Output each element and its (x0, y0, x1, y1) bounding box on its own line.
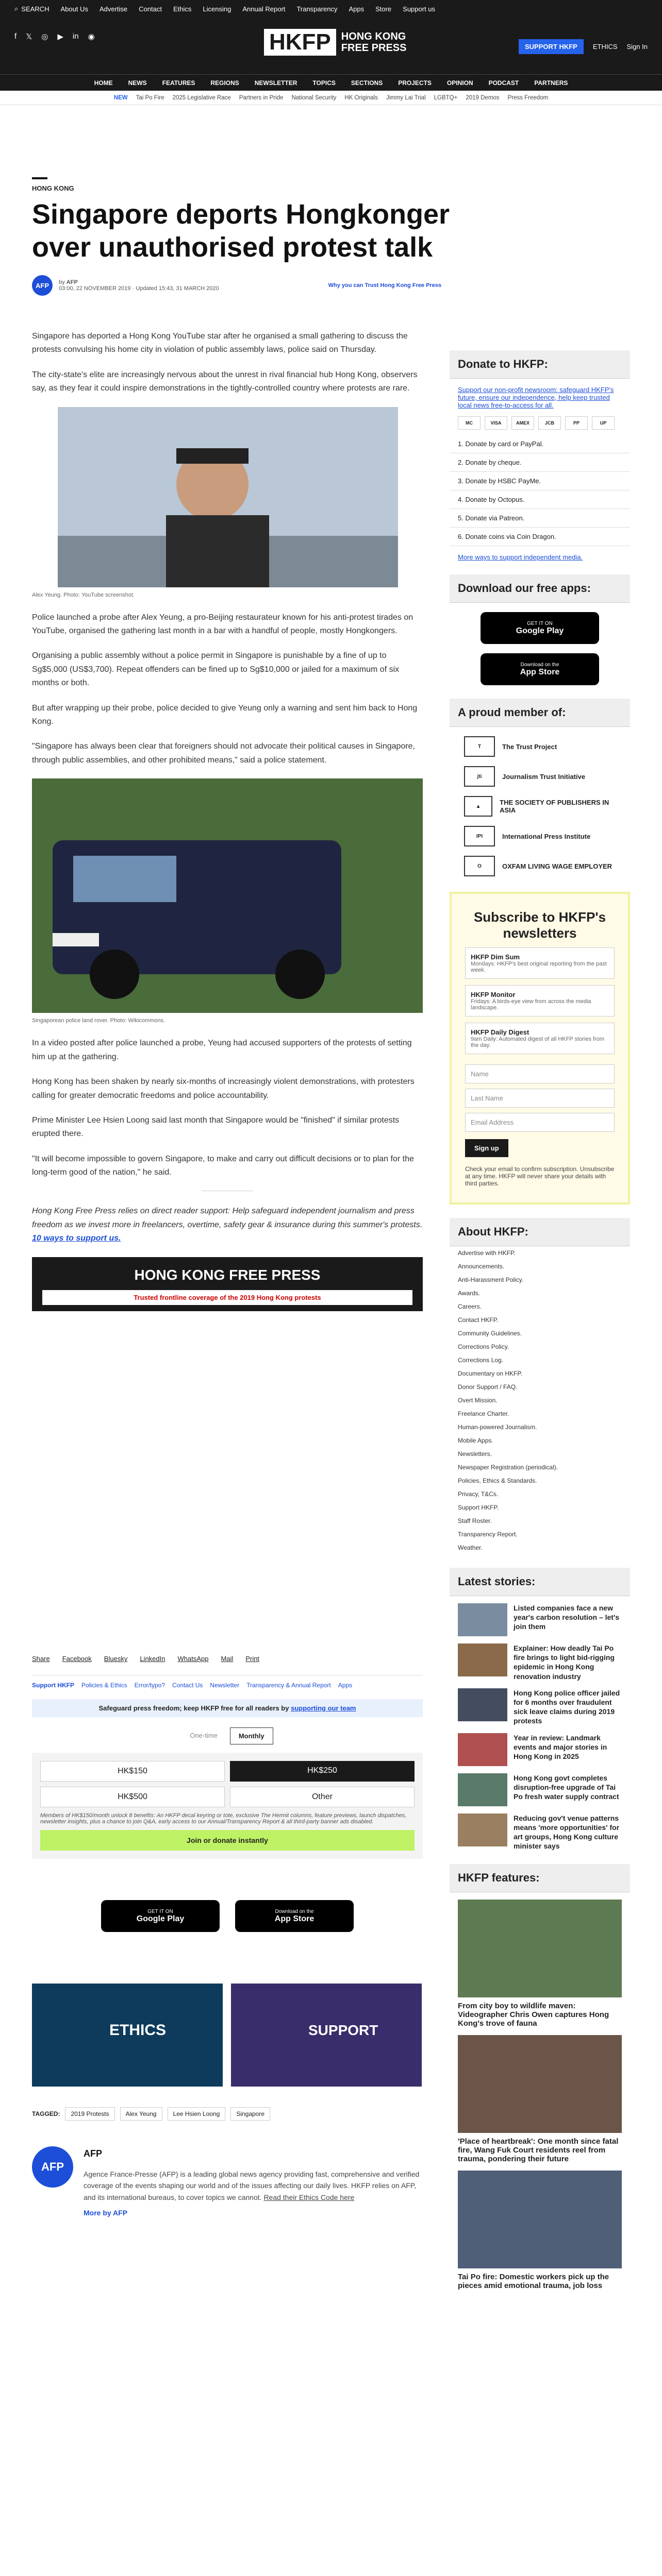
about-link[interactable]: Contact HKFP. (458, 1316, 499, 1324)
x-icon[interactable]: 𝕏 (26, 32, 32, 41)
nav-item[interactable]: FEATURES (162, 79, 195, 87)
top-link[interactable]: Contact (139, 5, 162, 13)
amount-option[interactable]: Other (230, 1787, 415, 1807)
sidebar (450, 350, 630, 2297)
about-link[interactable]: Newspaper Registration (periodical). (458, 1464, 558, 1471)
unionpay-icon: UP (592, 416, 615, 430)
footer-link[interactable]: Error/typo? (134, 1682, 166, 1689)
search-icon: ⌕ (14, 5, 19, 12)
amex-icon: AMEX (511, 416, 534, 430)
footer-link[interactable]: Apps (338, 1682, 353, 1689)
print-link[interactable]: Print (245, 1655, 260, 1663)
figure (32, 778, 423, 1025)
paragraph: The city-state's elite are increasingly nervous about the unrest in rival financial hub Hong Kong, observers say, as they fear it could inspire demonstrations in the tightly-controlled country where protests are rare. (32, 370, 418, 393)
nav-item[interactable]: REGIONS (210, 79, 239, 87)
member-org[interactable]: T The Trust Project (464, 736, 616, 757)
subnav-item[interactable]: 2019 Demos (466, 94, 500, 101)
tag[interactable]: Lee Hsien Loong (168, 2107, 226, 2121)
top-link[interactable]: Advertise (99, 5, 128, 13)
member-org[interactable]: IPI International Press Institute (464, 826, 616, 846)
google-play-button[interactable]: GET IT ON Google Play (101, 1900, 220, 1932)
article-header (0, 177, 662, 296)
member-note: Members of HK$150/month unlock 8 benefits: An HKFP decal keyring or tote, exclusive The Hermit columns, feature previews, launch dispatches, newsletter insights, plus a chance to join Q&A, early access to our Annual/Transparency Report & all third-party banner ads disabled. (40, 1812, 407, 1825)
new-badge: NEW (113, 94, 128, 101)
nav-item[interactable]: NEWS (128, 79, 147, 87)
about-link[interactable]: Community Guidelines. (458, 1330, 522, 1337)
social-icons (14, 32, 95, 41)
paypal-icon: PP (565, 416, 588, 430)
story-thumbnail (458, 1643, 507, 1676)
newsletter-option[interactable]: HKFP Daily Digest 9am Daily: Automated digest of all HKFP stories from the day. (465, 1023, 615, 1054)
sidebar-heading: Download our free apps: (450, 574, 630, 603)
share-linkedin[interactable]: LinkedIn (140, 1655, 166, 1663)
donate-cta-button[interactable]: Join or donate instantly (40, 1830, 415, 1851)
subnav-item[interactable]: LGBTQ+ (434, 94, 458, 101)
facebook-icon[interactable]: f (14, 32, 17, 41)
visa-icon: VISA (485, 416, 507, 430)
story-thumbnail (458, 1688, 507, 1721)
sub-nav (0, 91, 662, 105)
footer-link[interactable]: Support HKFP (32, 1682, 74, 1689)
member-org[interactable]: O OXFAM LIVING WAGE EMPLOYER (464, 856, 616, 876)
footer-link[interactable]: Policies & Ethics (81, 1682, 127, 1689)
donate-headline: Safeguard press freedom; keep HKFP free for all readers by supporting our team (32, 1699, 423, 1717)
subnav-item[interactable]: Jimmy Lai Trial (386, 94, 426, 101)
about-link[interactable]: Staff Roster. (458, 1517, 492, 1524)
paragraph: Police launched a probe after Alex Yeung, a pro-Beijing restaurateur known for his anti-protest tirades on YouTube, organised the gathering last month in a bar with a handful of people, mostly Hongkongers. (32, 613, 413, 636)
author-box: AFP AFP Agence France-Presse (AFP) is a leading global news agency providing fast, comprehensive and verified coverage of the events shaping our world and of the issues affecting our daily lives. HKFP relies on AFP, and its international bureaus, to cover topics we cannot. Read their Ethics Code here More by AFP (32, 2146, 423, 2218)
subnav-item[interactable]: Tai Po Fire (136, 94, 164, 101)
subnav-item[interactable]: HK Originals (344, 94, 378, 101)
paragraph: "It will become impossible to govern Singapore, to make and carry out difficult decisions or to plan for the long-term good of the nation," he said. (32, 1154, 414, 1177)
top-link[interactable]: Support us (403, 5, 436, 13)
latest-story[interactable]: Listed companies face a new year's carbon resolution – let's join them (458, 1603, 622, 1636)
about-link[interactable]: Careers. (458, 1303, 482, 1310)
author-avatar[interactable]: AFP (32, 2146, 73, 2188)
story-thumbnail (458, 1603, 507, 1636)
sidebar-heading: Latest stories: (450, 1568, 630, 1596)
share-bluesky[interactable]: Bluesky (104, 1655, 128, 1663)
footer-link[interactable]: Transparency & Annual Report (246, 1682, 331, 1689)
feature-story[interactable]: Tai Po fire: Domestic workers pick up the pieces amid emotional trauma, job loss (458, 2171, 622, 2290)
support-link[interactable]: 10 ways to support us. (32, 1234, 121, 1243)
nav-item[interactable]: NEWSLETTER (254, 79, 297, 87)
top-link[interactable]: Annual Report (242, 5, 286, 13)
article-footer (32, 1655, 423, 2218)
feature-image (458, 2171, 622, 2268)
about-link[interactable]: Freelance Charter. (458, 1410, 509, 1417)
top-bar (0, 0, 662, 18)
newsletter-option[interactable]: HKFP Monitor Fridays: A birds-eye view from across the media landscape. (465, 985, 615, 1016)
feature-story[interactable]: From city boy to wildlife maven: Videographer Chris Owen captures Hong Kong's trove of fauna (458, 1900, 622, 2028)
sidebar-heading: HKFP features: (450, 1864, 630, 1892)
oxfam-logo: O (464, 856, 495, 876)
about-link[interactable]: Announcements. (458, 1263, 505, 1270)
amount-option-selected[interactable]: HK$250 (230, 1761, 415, 1782)
jcb-icon: JCB (538, 416, 561, 430)
donate-option[interactable]: 5. Donate via Patreon. (450, 509, 630, 528)
support-banner[interactable]: HONG KONG FREE PRESS Trusted frontline coverage of the 2019 Hong Kong protests (32, 1257, 423, 1312)
tag[interactable]: Alex Yeung (120, 2107, 162, 2121)
top-link[interactable]: Licensing (203, 5, 231, 13)
top-link[interactable]: Transparency (296, 5, 338, 13)
about-link[interactable]: Awards. (458, 1290, 481, 1297)
share-bar (32, 1655, 423, 1663)
donate-option[interactable]: 1. Donate by card or PayPal. (450, 435, 630, 453)
latest-story[interactable]: Year in review: Landmark events and major stories in Hong Kong in 2025 (458, 1733, 622, 1766)
youtube-icon[interactable]: ▶ (57, 32, 63, 41)
about-link[interactable]: Corrections Log. (458, 1357, 504, 1364)
story-thumbnail (458, 1733, 507, 1766)
support-button[interactable]: SUPPORT HKFP (519, 39, 584, 54)
donate-text-link[interactable]: Support our non-profit newsroom: safeguard HKFP's future, ensure our independence, help keep trusted local news free-to-access for all. (458, 386, 614, 409)
share-facebook[interactable]: Facebook (62, 1655, 92, 1663)
newsletter-option[interactable]: HKFP Dim Sum Mondays: HKFP's best original reporting from the past week. (465, 947, 615, 979)
about-list (450, 1246, 630, 1554)
tag-list: TAGGED: 2019 Protests Alex Yeung Lee Hsien Loong Singapore (32, 2107, 423, 2121)
author-avatar[interactable]: AFP (32, 275, 53, 296)
article-body (32, 330, 423, 1311)
app-store-button[interactable]: Download on the App Store (235, 1900, 354, 1932)
member-org[interactable]: ▲ THE SOCIETY OF PUBLISHERS IN ASIA (464, 796, 616, 817)
about-link[interactable]: Mobile Apps. (458, 1437, 493, 1444)
about-link[interactable]: Transparency Report. (458, 1531, 518, 1538)
donate-option[interactable]: 2. Donate by cheque. (450, 453, 630, 472)
share-link[interactable]: Share (32, 1655, 50, 1663)
onetime-toggle[interactable]: One-time (190, 1732, 218, 1739)
subnav-item[interactable]: Press Freedom (507, 94, 549, 101)
site-header (0, 18, 662, 74)
member-org[interactable]: jti Journalism Trust Initiative (464, 766, 616, 787)
page-title: Singapore deports Hongkonger over unauthorised protest talk (32, 199, 450, 263)
category-label[interactable]: HONG KONG (32, 184, 74, 192)
top-link[interactable]: About Us (60, 5, 88, 13)
publish-date: 03:00, 22 NOVEMBER 2019 (59, 285, 131, 292)
more-ways-link[interactable]: More ways to support independent media. (458, 553, 583, 561)
tag[interactable]: 2019 Protests (65, 2107, 114, 2121)
linkedin-icon[interactable]: in (72, 32, 79, 41)
about-link[interactable]: Privacy, T&Cs. (458, 1490, 499, 1498)
svg-text:ETHICS: ETHICS (109, 2022, 167, 2039)
sidebar-heading: About HKFP: (450, 1218, 630, 1246)
subnav-item[interactable]: 2025 Legislative Race (172, 94, 231, 101)
support-note: Hong Kong Free Press relies on direct reader support: Help safeguard independent journalism and press freedom as we invest more in freelancers, overtime, safety gear & insurance during this summer's protests. 10 ways to support us. (32, 1207, 423, 1243)
payment-icons (458, 416, 622, 430)
about-link[interactable]: Corrections Policy. (458, 1343, 509, 1350)
story-thumbnail (458, 1814, 507, 1846)
tag[interactable]: Singapore (230, 2107, 270, 2121)
top-link[interactable]: Apps (349, 5, 365, 13)
sidebar-heading: A proud member of: (450, 699, 630, 727)
paragraph: Organising a public assembly without a police permit in Singapore is punishable by a fine of up to Sg$5,000 (US$3,700). Repeat offenders can be fined up to Sg$10,000 or jailed for a maximum of six months or both. (32, 651, 400, 688)
subnav-item[interactable]: Partners in Pride (239, 94, 284, 101)
amount-option[interactable]: HK$500 (40, 1787, 225, 1807)
donate-options (450, 435, 630, 546)
feature-image (458, 1900, 622, 1997)
trust-project-logo: T (464, 736, 495, 757)
subnav-item[interactable]: National Security (291, 94, 337, 101)
paragraph: Prime Minister Lee Hsien Loong said last month that Singapore would be "finished" if similar protests erupted there. (32, 1115, 400, 1139)
paragraph: Singapore has deported a Hong Kong YouTube star after he organised a small gathering to discuss the protests convulsing his home city in violation of public assembly laws, police said on Thursday. (32, 332, 408, 354)
signin-link[interactable]: Sign In (626, 43, 648, 50)
ethics-link[interactable]: ETHICS (592, 43, 618, 50)
mastercard-icon: MC (458, 416, 481, 430)
search-button[interactable]: ⌕ SEARCH (14, 5, 49, 13)
ethics-code-link[interactable]: Read their Ethics Code here (263, 2193, 355, 2201)
amount-option[interactable]: HK$150 (40, 1761, 225, 1782)
paragraph: But after wrapping up their probe, police decided to give Yeung only a warning and sent him back to Hong Kong. (32, 703, 418, 726)
donate-option[interactable]: 3. Donate by HSBC PayMe. (450, 472, 630, 490)
more-by-author-link[interactable]: More by AFP (84, 2208, 128, 2217)
divider (32, 177, 47, 179)
rss-icon[interactable]: ◉ (88, 32, 95, 41)
latest-story[interactable]: Reducing gov't venue patterns means 'more opportunities' for art groups, Hong Kong culture minister says (458, 1814, 622, 1851)
latest-story[interactable]: Explainer: How deadly Tai Po fire brings to light bid-rigging epidemic in Hong Kong renovation industry (458, 1643, 622, 1681)
feature-story[interactable]: 'Place of heartbreak': One month since fatal fire, Wang Fuk Court residents reel from trauma, pondering their future (458, 2035, 622, 2163)
byline: AFP by AFP 03:00, 22 NOVEMBER 2019 · Updated 15:43, 31 MARCH 2020 Why you can Trust Hong Kong Free Press (32, 275, 630, 296)
nav-item[interactable]: PROJECTS (398, 79, 432, 87)
about-link[interactable]: Policies, Ethics & Standards. (458, 1477, 537, 1484)
about-link[interactable]: Human-powered Journalism. (458, 1423, 537, 1431)
ipi-logo: IPI (464, 826, 495, 846)
email-field[interactable]: Email Address (465, 1113, 615, 1132)
svg-text:SUPPORT: SUPPORT (308, 2022, 378, 2038)
about-link[interactable]: Donor Support / FAQ. (458, 1383, 518, 1391)
main-nav (0, 74, 662, 91)
footer-link[interactable]: Contact Us (172, 1682, 203, 1689)
donate-option[interactable]: 4. Donate by Octopus. (450, 490, 630, 509)
top-link[interactable]: Ethics (173, 5, 192, 13)
latest-story[interactable]: Hong Kong police officer jailed for 6 months over fraudulent sick leave claims during 2019 protests (458, 1688, 622, 1726)
feature-image (458, 2035, 622, 2133)
support-hkfp-banner[interactable] (231, 1984, 422, 2087)
about-link[interactable]: Weather. (458, 1544, 483, 1551)
footer-links (32, 1675, 423, 1689)
ethics-banner[interactable] (32, 1984, 223, 2087)
monthly-toggle[interactable]: Monthly (230, 1727, 273, 1744)
caption: Alex Yeung. Photo: YouTube screenshot. (32, 591, 135, 598)
about-link[interactable]: Advertise with HKFP. (458, 1249, 516, 1257)
site-logo[interactable]: HKFP HONG KONG FREE PRESS (264, 29, 406, 56)
photo-police-land-rover (32, 778, 423, 1013)
trust-link[interactable]: Why you can Trust Hong Kong Free Press (328, 282, 442, 289)
share-mail[interactable]: Mail (221, 1655, 234, 1663)
nav-item[interactable]: HOME (94, 79, 113, 87)
paragraph: Hong Kong has been shaken by nearly six-months of increasingly violent demonstrations, with protesters calling for greater democratic freedoms and police accountability. (32, 1077, 415, 1100)
name-field[interactable]: Name (465, 1064, 615, 1083)
author-name[interactable]: AFP (66, 279, 78, 286)
latest-story[interactable]: Hong Kong govt completes disruption-free upgrade of Tai Po fresh water supply contract (458, 1773, 622, 1806)
sopa-logo: ▲ (464, 796, 492, 817)
donate-form (32, 1753, 423, 1859)
paragraph: In a video posted after police launched a probe, Yeung had accused supporters of the protests of setting him up at the gathering. (32, 1039, 412, 1061)
caption: Singaporean police land rover. Photo: Wikicommons. (32, 1018, 166, 1024)
photo-alex-yeung (58, 407, 398, 587)
about-link[interactable]: Newsletters. (458, 1450, 492, 1458)
updated-date: Updated 15:43, 31 MARCH 2020 (136, 285, 219, 292)
nav-item[interactable]: SECTIONS (351, 79, 383, 87)
nav-item[interactable]: TOPICS (312, 79, 336, 87)
about-link[interactable]: Overt Mission. (458, 1397, 498, 1404)
nav-item[interactable]: OPINION (446, 79, 473, 87)
google-play-button[interactable]: GET IT ON Google Play (481, 612, 599, 644)
signup-button[interactable]: Sign up (465, 1139, 508, 1157)
top-link[interactable]: Store (375, 5, 392, 13)
nav-item[interactable]: PARTNERS (534, 79, 568, 87)
nav-item[interactable]: PODCAST (488, 79, 519, 87)
sidebar-heading: Donate to HKFP: (450, 350, 630, 379)
jti-logo: jti (464, 766, 495, 787)
about-link[interactable]: Support HKFP. (458, 1504, 499, 1511)
share-whatsapp[interactable]: WhatsApp (177, 1655, 209, 1663)
about-link[interactable]: Anti-Harassment Policy. (458, 1276, 524, 1283)
story-thumbnail (458, 1773, 507, 1806)
paragraph: "Singapore has always been clear that foreigners should not advocate their political causes in Singapore, through public assemblies, and other prohibited means," said a police statement. (32, 742, 416, 765)
last-name-field[interactable]: Last Name (465, 1089, 615, 1108)
about-link[interactable]: Documentary on HKFP. (458, 1370, 523, 1377)
newsletter-signup: Subscribe to HKFP's newsletters HKFP Dim Sum Mondays: HKFP's best original reporting from the past week. HKFP Monitor Fridays: A birds-eye view from across the media landscape. HKFP Daily Digest 9am Daily: Automated digest of all HKFP stories from the day. Name Last Name Email Address Sign up Check your email to confirm subscription. Unsubscribe at any time. HKFP will never share your details with third parties. (450, 892, 630, 1205)
footer-link[interactable]: Newsletter (210, 1682, 240, 1689)
figure (32, 407, 423, 600)
donate-option[interactable]: 6. Donate coins via Coin Dragon. (450, 528, 630, 546)
app-store-button[interactable]: Download on the App Store (481, 653, 599, 685)
instagram-icon[interactable]: ◎ (41, 32, 48, 41)
support-team-link[interactable]: supporting our team (291, 1704, 356, 1712)
